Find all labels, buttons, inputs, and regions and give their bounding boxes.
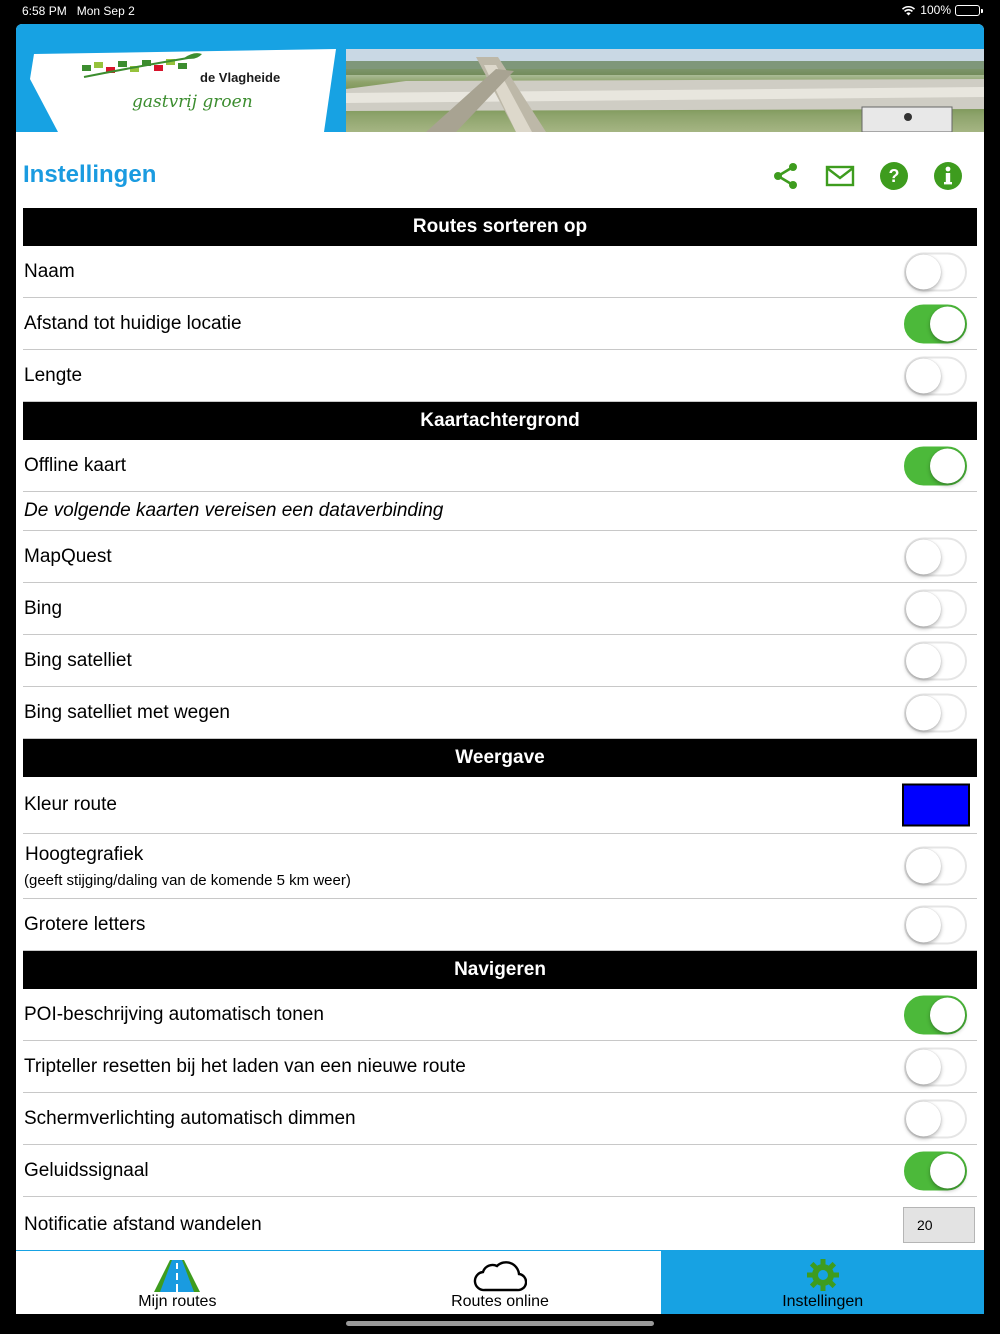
tab-bar bbox=[16, 1250, 984, 1314]
wifi-icon bbox=[901, 5, 916, 16]
toggle-offline[interactable] bbox=[904, 446, 967, 485]
tab-instellingen[interactable] bbox=[661, 1251, 984, 1314]
settings-list bbox=[23, 208, 977, 1253]
setting-row-tripteller bbox=[23, 1041, 977, 1093]
status-battery bbox=[901, 3, 980, 17]
setting-label: Lengte bbox=[24, 364, 83, 386]
setting-label: POI-beschrijving automatisch tonen bbox=[24, 1003, 324, 1025]
toggle-dimmen[interactable] bbox=[904, 1099, 967, 1138]
battery-percent: 100% bbox=[920, 3, 951, 17]
info-icon[interactable] bbox=[932, 160, 964, 192]
setting-row-dimmen bbox=[23, 1093, 977, 1145]
help-icon[interactable] bbox=[878, 160, 910, 192]
tab-label: Mijn routes bbox=[138, 1293, 217, 1310]
toggle-lengte[interactable] bbox=[904, 356, 967, 395]
tab-routes-online[interactable] bbox=[339, 1251, 662, 1314]
setting-row-naam bbox=[23, 246, 977, 298]
setting-label: Bing satelliet bbox=[24, 649, 132, 671]
setting-row-offline bbox=[23, 440, 977, 492]
section-header-map: Kaartachtergrond bbox=[23, 402, 977, 440]
banner-photo bbox=[346, 49, 984, 132]
status-bar bbox=[0, 0, 1000, 24]
toggle-mapquest[interactable] bbox=[904, 537, 967, 576]
toggle-grotere-letters[interactable] bbox=[904, 905, 967, 944]
setting-label: Bing bbox=[24, 597, 63, 619]
cloud-icon bbox=[473, 1260, 527, 1292]
toggle-tripteller[interactable] bbox=[904, 1047, 967, 1086]
setting-row-geluid bbox=[23, 1145, 977, 1197]
setting-row-poi bbox=[23, 989, 977, 1041]
app-window bbox=[16, 24, 984, 1314]
home-indicator bbox=[346, 1321, 654, 1326]
setting-label: Geluidssignaal bbox=[24, 1159, 149, 1181]
setting-label: Hoogtegrafiek bbox=[25, 843, 144, 865]
mail-icon[interactable] bbox=[824, 160, 856, 192]
notification-distance-input[interactable]: 20 bbox=[903, 1207, 975, 1243]
setting-label: Schermverlichting automatisch dimmen bbox=[24, 1107, 356, 1129]
setting-row-kleur-route bbox=[23, 777, 977, 834]
setting-row-bing bbox=[23, 583, 977, 635]
brand-logo bbox=[24, 49, 342, 132]
toggle-bing[interactable] bbox=[904, 589, 967, 628]
battery-icon bbox=[955, 5, 980, 16]
section-header-sort: Routes sorteren op bbox=[23, 208, 977, 246]
svg-text:?: ? bbox=[888, 166, 900, 186]
title-bar bbox=[16, 132, 984, 208]
section-header-navigate: Navigeren bbox=[23, 951, 977, 989]
tab-label: Routes online bbox=[451, 1293, 549, 1310]
note-text: De volgende kaarten vereisen een dataverbinding bbox=[24, 500, 444, 521]
gear-icon bbox=[806, 1258, 840, 1292]
setting-label: MapQuest bbox=[24, 545, 112, 567]
setting-row-hoogtegrafiek bbox=[23, 834, 977, 899]
road-icon bbox=[152, 1260, 202, 1292]
tab-mijn-routes[interactable] bbox=[16, 1251, 339, 1314]
top-bar bbox=[16, 24, 984, 49]
setting-row-grotere-letters bbox=[23, 899, 977, 951]
setting-label: Kleur route bbox=[24, 794, 117, 815]
status-time: 6:58 PM Mon Sep 2 bbox=[22, 4, 135, 18]
setting-label: Notificatie afstand wandelen bbox=[24, 1214, 262, 1235]
header-banner bbox=[16, 49, 984, 132]
svg-text:gastvrij groen: gastvrij groen bbox=[132, 92, 253, 112]
map-data-note bbox=[23, 492, 977, 531]
toggle-geluid[interactable] bbox=[904, 1151, 967, 1190]
header-actions bbox=[770, 160, 964, 192]
setting-row-notificatie bbox=[23, 1197, 977, 1253]
setting-label: Grotere letters bbox=[24, 913, 146, 935]
setting-row-mapquest bbox=[23, 531, 977, 583]
setting-row-afstand bbox=[23, 298, 977, 350]
toggle-bing-satelliet[interactable] bbox=[904, 641, 967, 680]
section-header-display: Weergave bbox=[23, 739, 977, 777]
setting-row-bing-satelliet-wegen bbox=[23, 687, 977, 739]
page-title: Instellingen bbox=[23, 161, 157, 188]
route-color-swatch[interactable] bbox=[902, 784, 970, 827]
setting-label: Naam bbox=[24, 260, 75, 282]
setting-label: Tripteller resetten bij het laden van een nieuwe route bbox=[24, 1055, 466, 1077]
setting-label: Afstand tot huidige locatie bbox=[24, 312, 242, 334]
share-icon[interactable] bbox=[770, 160, 802, 192]
toggle-bing-satelliet-wegen[interactable] bbox=[904, 693, 967, 732]
toggle-hoogtegrafiek[interactable] bbox=[904, 847, 967, 886]
svg-text:de Vlagheide: de Vlagheide bbox=[200, 70, 281, 85]
toggle-afstand[interactable] bbox=[904, 304, 967, 343]
toggle-poi[interactable] bbox=[904, 995, 967, 1034]
setting-row-lengte bbox=[23, 350, 977, 402]
toggle-naam[interactable] bbox=[904, 252, 967, 291]
setting-sublabel: (geeft stijging/daling van de komende 5 km weer) bbox=[24, 871, 351, 889]
tab-label: Instellingen bbox=[782, 1293, 864, 1310]
setting-row-bing-satelliet bbox=[23, 635, 977, 687]
setting-label: Bing satelliet met wegen bbox=[24, 701, 230, 723]
setting-label: Offline kaart bbox=[24, 454, 127, 476]
